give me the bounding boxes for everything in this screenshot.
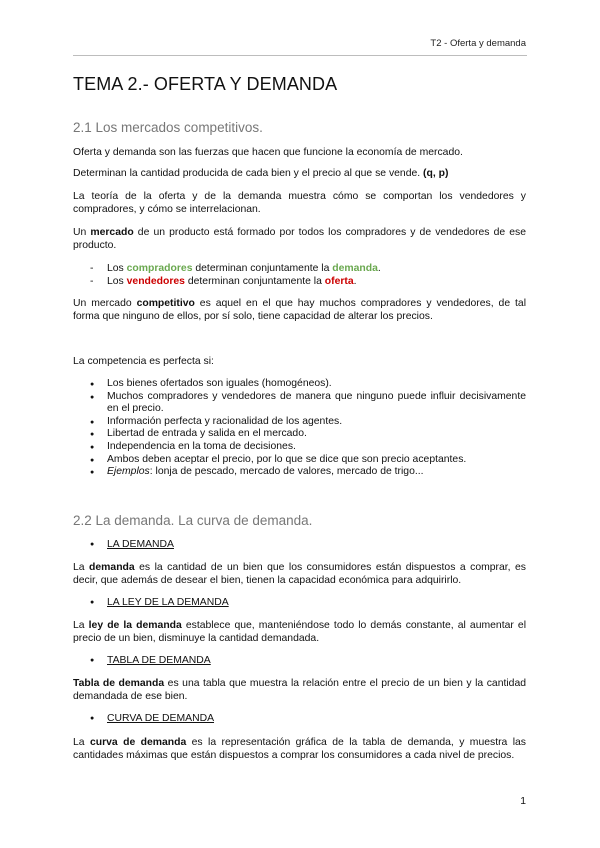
term-competitivo: competitivo [136,298,195,309]
list-item-ejemplos [90,466,526,479]
term-demanda: demanda [332,263,378,274]
list-item: ● Información perfecta y racionalidad de los agentes. [90,416,526,429]
term-mercado: mercado [90,227,134,238]
subheading-tabla-demanda [90,655,211,666]
text-span: es la cantidad de un bien que los consumidores están dispuestos a comprar, es decir, que además de desear el bien, tienen la capacidad económica para adquirirlo. [73,562,527,586]
term-demanda: demanda [89,562,135,573]
text-span: La [73,562,90,573]
header-divider [73,55,527,56]
paragraph-curva-demanda [73,736,526,762]
text-span: es la representación gráfica de la tabla de demanda, y muestra las cantidades máximas que están dispuestos a comprar los consumidores a cada nivel de precios. [73,737,527,761]
bullet-icon: ● [90,657,95,664]
paragraph-demanda-definition [73,561,526,587]
subheading-label: TABLA DE DEMANDA [107,655,211,666]
paragraph-mercado-definition [73,226,526,252]
text-span: es una tabla que muestra la relación entre el precio de un bien y la cantidad demandada de ese bien. [73,678,527,702]
section-heading-demanda: 2.2 La demanda. La curva de demanda. [73,513,313,528]
section-heading-mercados: 2.1 Los mercados competitivos. [73,120,263,135]
subheading-label: LA DEMANDA [107,539,174,550]
text-span: determinan conjuntamente la [192,263,333,274]
text-span: Los [107,263,127,274]
subheading-label: LA LEY DE LA DEMANDA [107,597,229,608]
list-item-vendedores [90,275,526,288]
subheading-ley-demanda [90,597,229,608]
bullet-icon: ● [90,541,95,548]
paragraph-competencia: La competencia es perfecta si: [73,356,214,367]
list-item: ● Ambos deben aceptar el precio, por lo que se dice que son precio aceptantes. [90,454,526,467]
text-span: Determinan la cantidad producida de cada bien y el precio al que se vende. [73,168,424,179]
term-tabla-demanda: Tabla de demanda [73,678,165,689]
paragraph-ley-demanda [73,619,526,645]
buyers-sellers-list [90,262,526,288]
header-text: T2 - Oferta y demanda [430,38,526,49]
list-item: ● Muchos compradores y vendedores de manera que ninguno puede influir decisivamente en el precio. [90,391,526,416]
text-span: La [73,737,90,748]
list-item: ● Los bienes ofertados son iguales (homogéneos). [90,378,526,391]
term-vendedores: vendedores [126,276,185,287]
bullet-icon: ● [90,715,95,722]
page-title: TEMA 2.- OFERTA Y DEMANDA [73,74,338,94]
list-item: ● Independencia en la toma de decisiones. [90,441,526,454]
q-p-notation: (q, p) [423,168,449,179]
subheading-label: CURVA DE DEMANDA [107,713,215,724]
text-span: Los [107,276,127,287]
paragraph-tabla-demanda [73,677,526,703]
examples-label: Ejemplos [107,466,150,478]
term-ley-demanda: ley de la demanda [88,620,182,631]
page-number: 1 [520,796,526,807]
competition-conditions-list [90,378,526,479]
text-span: determinan conjuntamente la [184,276,325,287]
text-span: . [377,263,381,274]
bullet-icon: ● [90,599,95,606]
subheading-la-demanda [90,539,174,550]
term-oferta: oferta [324,276,354,287]
list-item: ● Libertad de entrada y salida en el mercado. [90,428,526,441]
text-span: La [73,620,89,631]
text-span: Un mercado [73,298,137,309]
term-curva-demanda: curva de demanda [89,737,187,748]
text-span: Un [73,227,91,238]
text-span: establece que, manteniéndose todo lo demás constante, al aumentar el precio de un bien, disminuye la cantidad demandada. [73,620,527,644]
subheading-curva-demanda [90,713,214,724]
term-compradores: compradores [126,263,193,274]
text-span: : lonja de pescado, mercado de valores, mercado de trigo... [149,466,424,478]
paragraph-oferta-demanda: Oferta y demanda son las fuerzas que hacen que funcione la economía de mercado. [73,147,463,158]
text-span: . [353,276,357,287]
text-span: de un producto está formado por todos los compradores y de vendedores de ese producto. [73,227,526,251]
list-item-compradores [90,262,526,275]
text-span: es aquel en el que hay muchos compradores y vendedores, de tal forma que ninguno de ellos, por sí solo, tiene capacidad de alterar los precios. [73,298,527,322]
paragraph-competitivo [73,297,526,323]
paragraph-determinan [73,167,526,180]
paragraph-teoria: La teoría de la oferta y de la demanda muestra cómo se comportan los vendedores y compradores, y cómo se interrelacionan. [73,191,526,215]
